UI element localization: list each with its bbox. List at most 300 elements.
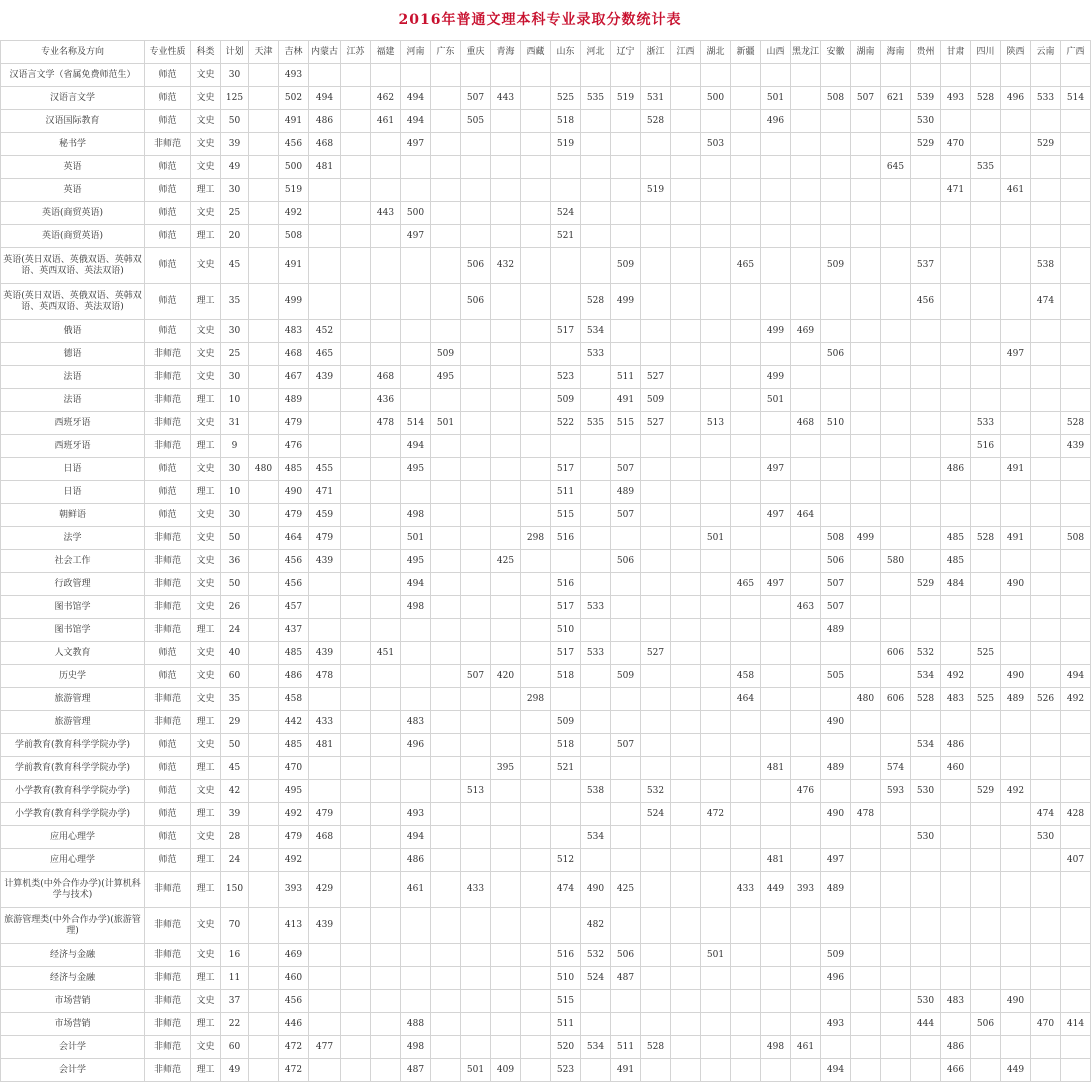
score-cell: 499 [851, 527, 881, 550]
score-cell: 458 [731, 665, 761, 688]
score-cell [851, 596, 881, 619]
score-cell: 483 [279, 320, 309, 343]
score-cell [701, 110, 731, 133]
score-cell [641, 967, 671, 990]
score-cell [371, 596, 401, 619]
score-cell [671, 284, 701, 320]
score-cell [911, 527, 941, 550]
score-cell [1001, 734, 1031, 757]
score-cell [1031, 944, 1061, 967]
score-cell: 574 [881, 757, 911, 780]
score-cell [671, 435, 701, 458]
major-type-cell: 师范 [145, 458, 191, 481]
score-cell [701, 202, 731, 225]
score-cell [249, 527, 279, 550]
score-cell [761, 688, 791, 711]
subject-cell: 文史 [191, 87, 221, 110]
score-cell: 444 [911, 1013, 941, 1036]
score-cell [671, 803, 701, 826]
score-cell [491, 412, 521, 435]
score-cell [851, 133, 881, 156]
score-cell: 464 [731, 688, 761, 711]
score-cell [611, 711, 641, 734]
table-row [1, 202, 1091, 225]
score-cell [821, 225, 851, 248]
score-cell: 433 [731, 872, 761, 908]
score-cell [1001, 1036, 1031, 1059]
score-cell [881, 389, 911, 412]
major-type-cell: 非师范 [145, 619, 191, 642]
score-cell [971, 133, 1001, 156]
score-cell [641, 908, 671, 944]
score-cell [941, 849, 971, 872]
score-cell [671, 849, 701, 872]
column-header: 山西 [761, 41, 791, 64]
score-cell [309, 1013, 341, 1036]
score-cell [341, 688, 371, 711]
score-cell [671, 990, 701, 1013]
score-cell: 520 [551, 1036, 581, 1059]
table-row [1, 642, 1091, 665]
subject-cell: 理工 [191, 711, 221, 734]
score-cell: 507 [461, 665, 491, 688]
column-header: 云南 [1031, 41, 1061, 64]
score-cell [731, 1036, 761, 1059]
score-cell [1061, 366, 1091, 389]
major-name-cell: 法学 [1, 527, 145, 550]
score-cell: 621 [881, 87, 911, 110]
score-cell [731, 133, 761, 156]
score-cell [341, 573, 371, 596]
score-cell: 479 [279, 504, 309, 527]
score-cell [641, 990, 671, 1013]
score-cell: 518 [551, 734, 581, 757]
score-cell: 493 [941, 87, 971, 110]
score-cell [371, 481, 401, 504]
score-cell: 478 [371, 412, 401, 435]
major-type-cell: 师范 [145, 734, 191, 757]
major-type-cell: 非师范 [145, 573, 191, 596]
score-cell [671, 64, 701, 87]
plan-cell: 29 [221, 711, 249, 734]
score-cell [431, 619, 461, 642]
score-cell: 533 [581, 596, 611, 619]
score-cell: 457 [279, 596, 309, 619]
score-cell [461, 967, 491, 990]
table-row [1, 458, 1091, 481]
score-cell [1031, 156, 1061, 179]
score-cell: 425 [611, 872, 641, 908]
score-cell: 439 [309, 908, 341, 944]
score-cell: 514 [401, 412, 431, 435]
score-cell [249, 225, 279, 248]
score-cell [851, 435, 881, 458]
score-cell [431, 711, 461, 734]
score-cell [641, 284, 671, 320]
score-cell [701, 389, 731, 412]
score-cell [671, 202, 701, 225]
score-cell: 413 [279, 908, 309, 944]
score-cell: 428 [1061, 803, 1091, 826]
major-type-cell: 师范 [145, 642, 191, 665]
score-cell [551, 343, 581, 366]
score-cell [1031, 619, 1061, 642]
score-cell [851, 711, 881, 734]
score-cell: 439 [309, 642, 341, 665]
column-header: 四川 [971, 41, 1001, 64]
score-cell [1031, 642, 1061, 665]
score-cell [971, 990, 1001, 1013]
score-cell [641, 944, 671, 967]
plan-cell: 49 [221, 156, 249, 179]
score-cell [791, 389, 821, 412]
score-cell [521, 202, 551, 225]
score-cell [851, 780, 881, 803]
score-cell [1001, 596, 1031, 619]
score-cell [611, 642, 641, 665]
score-cell [521, 826, 551, 849]
score-cell [431, 504, 461, 527]
score-cell [911, 366, 941, 389]
plan-cell: 70 [221, 908, 249, 944]
score-cell [971, 389, 1001, 412]
score-cell [1061, 711, 1091, 734]
score-cell [371, 711, 401, 734]
score-cell [1001, 64, 1031, 87]
score-cell: 534 [581, 1036, 611, 1059]
score-cell [1031, 435, 1061, 458]
score-cell: 516 [551, 944, 581, 967]
score-cell [431, 458, 461, 481]
table-row [1, 596, 1091, 619]
score-cell [431, 320, 461, 343]
score-cell [491, 435, 521, 458]
table-row [1, 156, 1091, 179]
score-cell [249, 944, 279, 967]
score-cell [641, 64, 671, 87]
score-cell [309, 284, 341, 320]
score-cell [371, 179, 401, 202]
score-cell [341, 849, 371, 872]
score-cell [911, 504, 941, 527]
score-cell [551, 179, 581, 202]
score-cell [671, 619, 701, 642]
score-cell [761, 156, 791, 179]
score-cell: 449 [1001, 1059, 1031, 1082]
score-cell [851, 642, 881, 665]
score-cell: 499 [761, 366, 791, 389]
score-cell [521, 908, 551, 944]
table-row [1, 826, 1091, 849]
score-cell [1061, 990, 1091, 1013]
score-cell: 446 [279, 1013, 309, 1036]
major-type-cell: 非师范 [145, 967, 191, 990]
score-cell [731, 990, 761, 1013]
score-cell [371, 64, 401, 87]
score-cell [309, 596, 341, 619]
score-cell [309, 412, 341, 435]
score-cell: 521 [551, 225, 581, 248]
score-cell: 483 [941, 990, 971, 1013]
score-cell [521, 248, 551, 284]
score-cell [701, 481, 731, 504]
score-cell [1001, 202, 1031, 225]
score-cell [249, 1059, 279, 1082]
score-cell [941, 872, 971, 908]
score-cell: 519 [611, 87, 641, 110]
score-cell [971, 967, 1001, 990]
score-cell [309, 967, 341, 990]
score-cell [1001, 366, 1031, 389]
score-cell [249, 389, 279, 412]
score-cell [911, 458, 941, 481]
score-cell [341, 734, 371, 757]
score-cell [1001, 320, 1031, 343]
score-cell: 497 [401, 133, 431, 156]
plan-cell: 39 [221, 803, 249, 826]
score-cell [249, 64, 279, 87]
major-name-cell: 汉语言文学 [1, 87, 145, 110]
score-cell [611, 596, 641, 619]
score-cell [671, 665, 701, 688]
score-cell [581, 573, 611, 596]
score-cell: 491 [279, 248, 309, 284]
score-cell [401, 688, 431, 711]
score-cell [1001, 389, 1031, 412]
score-cell: 461 [791, 1036, 821, 1059]
plan-cell: 25 [221, 202, 249, 225]
score-cell: 429 [309, 872, 341, 908]
score-cell [671, 504, 701, 527]
score-cell: 519 [279, 179, 309, 202]
major-type-cell: 师范 [145, 87, 191, 110]
score-cell [881, 481, 911, 504]
score-cell [851, 64, 881, 87]
major-name-cell: 行政管理 [1, 573, 145, 596]
score-cell: 526 [1031, 688, 1061, 711]
score-cell: 508 [279, 225, 309, 248]
score-cell [1001, 642, 1031, 665]
score-cell [881, 1059, 911, 1082]
score-cell [581, 849, 611, 872]
score-cell: 524 [581, 967, 611, 990]
score-cell: 501 [701, 527, 731, 550]
score-cell [701, 990, 731, 1013]
score-cell [641, 688, 671, 711]
score-cell: 489 [279, 389, 309, 412]
score-cell [249, 619, 279, 642]
plan-cell: 31 [221, 412, 249, 435]
subject-cell: 文史 [191, 156, 221, 179]
score-cell [611, 990, 641, 1013]
score-cell [1061, 642, 1091, 665]
score-cell [521, 110, 551, 133]
score-cell [371, 156, 401, 179]
score-cell [491, 642, 521, 665]
score-cell: 463 [791, 596, 821, 619]
plan-cell: 45 [221, 248, 249, 284]
table-row [1, 967, 1091, 990]
score-cell: 509 [611, 248, 641, 284]
score-cell [249, 110, 279, 133]
major-name-cell: 秘书学 [1, 133, 145, 156]
score-cell [671, 366, 701, 389]
score-cell: 508 [1061, 527, 1091, 550]
score-cell [249, 967, 279, 990]
score-cell [1031, 757, 1061, 780]
score-cell [581, 1013, 611, 1036]
subject-cell: 文史 [191, 908, 221, 944]
score-cell: 511 [611, 366, 641, 389]
score-cell [641, 156, 671, 179]
score-cell [971, 1059, 1001, 1082]
score-cell [1031, 64, 1061, 87]
score-cell [431, 64, 461, 87]
score-cell [671, 389, 701, 412]
major-type-cell: 师范 [145, 665, 191, 688]
score-cell [401, 366, 431, 389]
score-cell: 491 [611, 389, 641, 412]
score-cell [671, 967, 701, 990]
score-cell [881, 872, 911, 908]
score-cell [521, 711, 551, 734]
score-cell: 517 [551, 320, 581, 343]
score-cell: 518 [551, 110, 581, 133]
score-cell: 461 [1001, 179, 1031, 202]
major-name-cell: 会计学 [1, 1059, 145, 1082]
score-cell [581, 803, 611, 826]
major-name-cell: 法语 [1, 366, 145, 389]
score-cell [1001, 619, 1031, 642]
score-cell: 486 [941, 1036, 971, 1059]
score-cell [611, 803, 641, 826]
score-cell [881, 110, 911, 133]
score-cell [761, 596, 791, 619]
plan-cell: 22 [221, 1013, 249, 1036]
score-cell [761, 711, 791, 734]
score-cell [581, 133, 611, 156]
score-cell: 437 [279, 619, 309, 642]
table-row [1, 990, 1091, 1013]
score-cell [911, 343, 941, 366]
score-cell: 481 [761, 757, 791, 780]
score-cell [911, 619, 941, 642]
score-cell [431, 872, 461, 908]
subject-cell: 理工 [191, 389, 221, 412]
score-cell: 524 [551, 202, 581, 225]
score-cell [521, 1059, 551, 1082]
score-cell [249, 550, 279, 573]
score-cell: 478 [851, 803, 881, 826]
score-cell: 519 [551, 133, 581, 156]
score-cell: 530 [911, 990, 941, 1013]
score-cell [371, 688, 401, 711]
score-cell: 395 [491, 757, 521, 780]
score-cell: 443 [491, 87, 521, 110]
score-cell [761, 826, 791, 849]
score-cell: 490 [1001, 573, 1031, 596]
score-cell [491, 284, 521, 320]
score-cell [671, 780, 701, 803]
score-cell [731, 435, 761, 458]
score-cell [431, 202, 461, 225]
score-cell [821, 435, 851, 458]
column-header: 河南 [401, 41, 431, 64]
score-cell [1061, 573, 1091, 596]
column-header: 专业性质 [145, 41, 191, 64]
score-cell [341, 504, 371, 527]
score-cell [971, 944, 1001, 967]
score-cell [491, 504, 521, 527]
score-cell [761, 550, 791, 573]
score-cell: 464 [279, 527, 309, 550]
column-header: 重庆 [461, 41, 491, 64]
score-cell [701, 711, 731, 734]
score-cell [371, 665, 401, 688]
score-cell [911, 389, 941, 412]
score-cell [401, 284, 431, 320]
plan-cell: 36 [221, 550, 249, 573]
score-cell: 486 [941, 734, 971, 757]
score-cell: 432 [491, 248, 521, 284]
score-cell [249, 908, 279, 944]
score-cell [881, 366, 911, 389]
score-cell [851, 734, 881, 757]
score-cell [431, 550, 461, 573]
score-cell: 472 [701, 803, 731, 826]
score-cell [851, 826, 881, 849]
score-cell [551, 780, 581, 803]
subject-cell: 理工 [191, 284, 221, 320]
major-name-cell: 计算机类(中外合作办学)(计算机科学与技术) [1, 872, 145, 908]
score-cell: 593 [881, 780, 911, 803]
score-cell [249, 849, 279, 872]
subject-cell: 文史 [191, 826, 221, 849]
score-cell [551, 435, 581, 458]
score-cell [761, 990, 791, 1013]
score-cell [881, 711, 911, 734]
score-cell [341, 711, 371, 734]
subject-cell: 文史 [191, 366, 221, 389]
score-cell [1001, 944, 1031, 967]
score-cell [341, 64, 371, 87]
score-cell [881, 573, 911, 596]
score-cell [941, 389, 971, 412]
score-cell [341, 619, 371, 642]
score-cell [401, 944, 431, 967]
table-row [1, 665, 1091, 688]
score-cell [941, 366, 971, 389]
score-cell [641, 248, 671, 284]
score-cell: 515 [551, 990, 581, 1013]
score-cell [761, 284, 791, 320]
score-cell [249, 343, 279, 366]
column-header: 湖南 [851, 41, 881, 64]
score-cell [701, 596, 731, 619]
score-cell [791, 803, 821, 826]
score-cell [731, 944, 761, 967]
score-cell [431, 1036, 461, 1059]
table-row [1, 803, 1091, 826]
score-cell: 455 [309, 458, 341, 481]
score-cell [641, 1013, 671, 1036]
score-cell [1061, 734, 1091, 757]
score-cell [881, 64, 911, 87]
score-cell [521, 596, 551, 619]
score-cell [249, 780, 279, 803]
score-cell: 511 [611, 1036, 641, 1059]
score-cell: 534 [911, 665, 941, 688]
